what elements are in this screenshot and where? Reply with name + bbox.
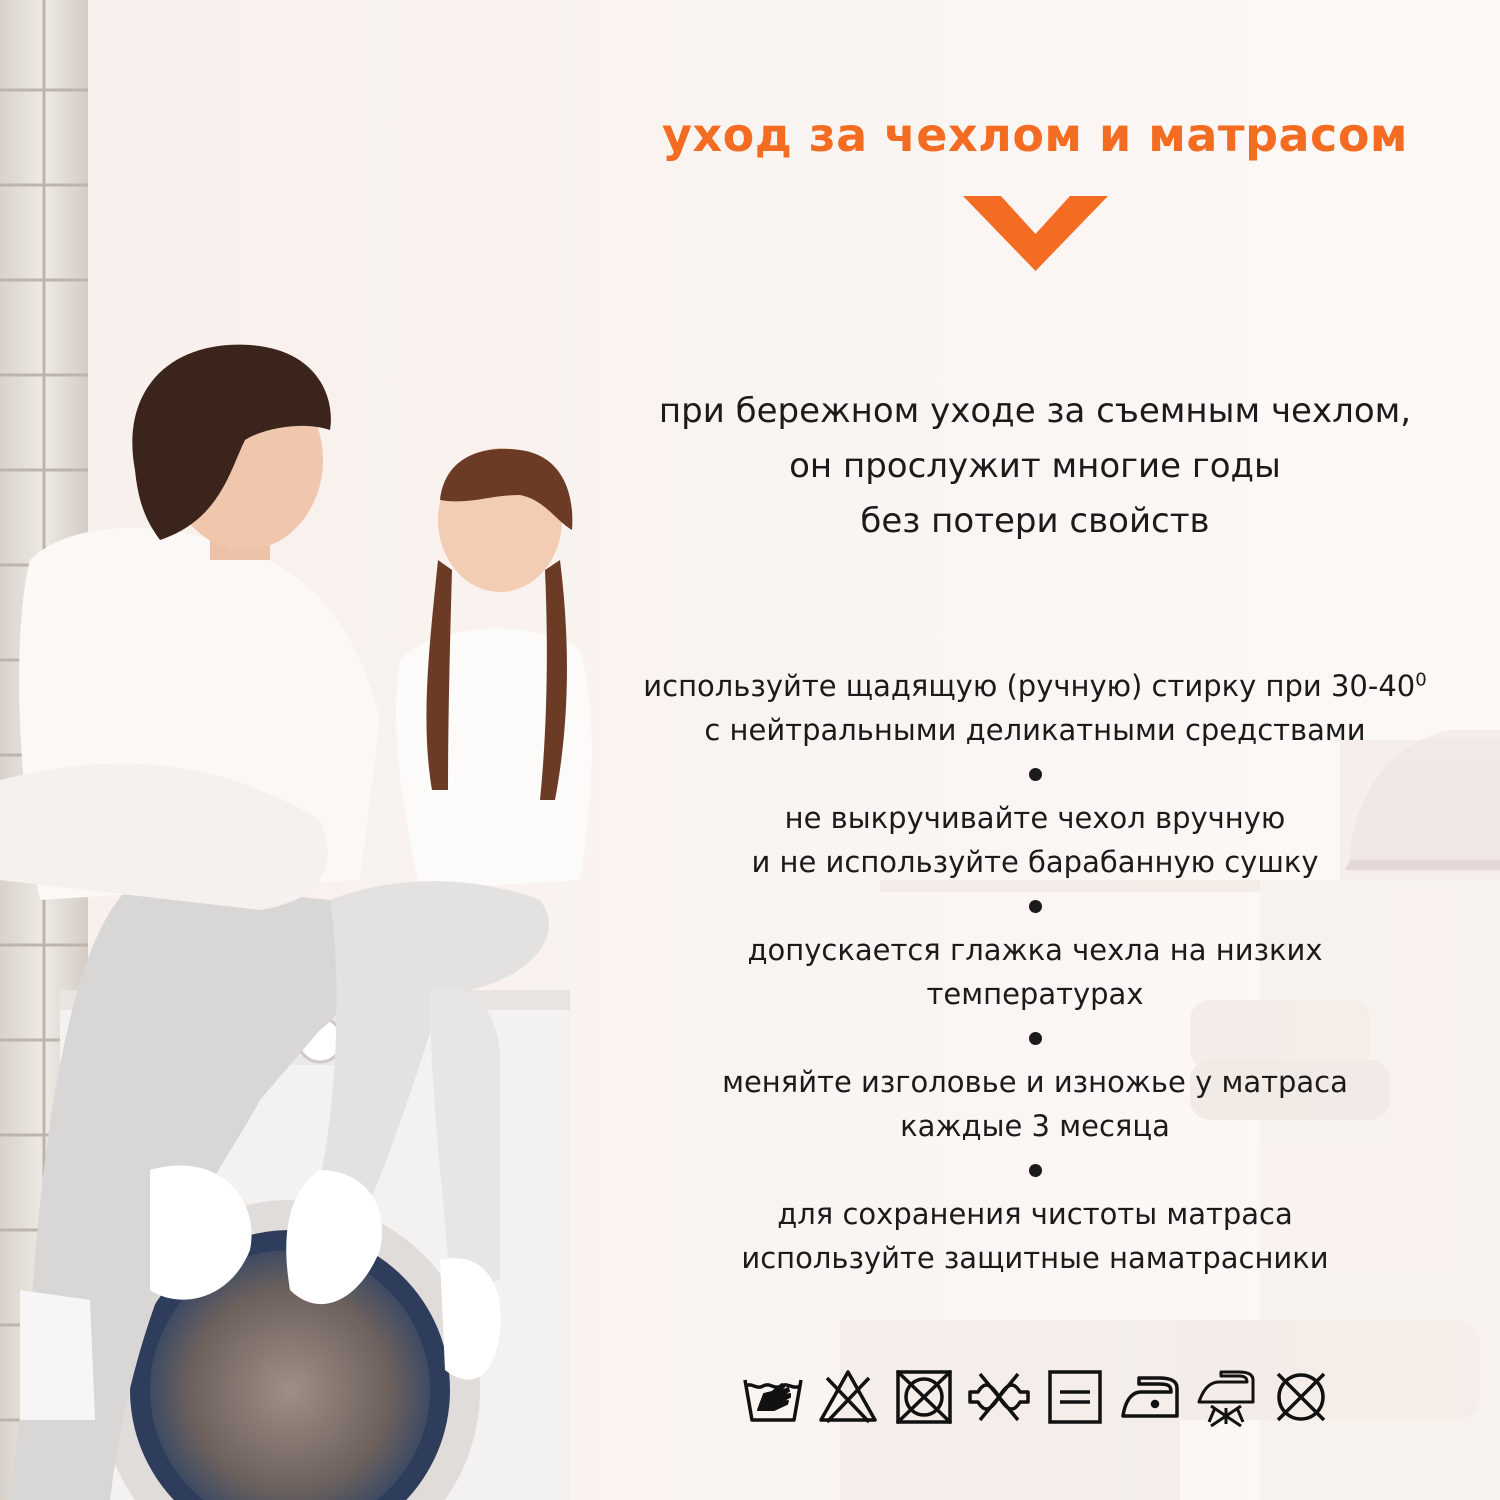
no-tumble-dry-icon xyxy=(893,1366,955,1428)
care-tip-rotate xyxy=(560,1060,1500,1148)
care-tip-protect xyxy=(560,1192,1500,1280)
care-tips-list xyxy=(560,664,1500,1280)
care-tip-line: для сохранения чистоты матраса xyxy=(777,1197,1293,1231)
intro-line: при бережном уходе за съемным чехлом, xyxy=(658,391,1412,431)
care-tip-wash xyxy=(560,664,1500,752)
bullet-separator xyxy=(1029,768,1042,781)
care-tip-line: температурах xyxy=(926,977,1144,1011)
chevron-down-icon xyxy=(963,196,1108,271)
care-symbols-row xyxy=(742,1366,1332,1428)
no-steam-iron-icon xyxy=(1195,1366,1257,1428)
bullet-separator xyxy=(1029,1032,1042,1045)
intro-line: без потери свойств xyxy=(860,501,1210,541)
care-tip-line: допускается глажка чехла на низких xyxy=(747,933,1323,967)
no-dry-clean-icon xyxy=(1270,1366,1332,1428)
hand-wash-icon xyxy=(742,1366,804,1428)
care-tip-wring xyxy=(560,796,1500,884)
care-tip-line: используйте щадящую (ручную) стирку при 30-40 xyxy=(643,669,1416,703)
no-bleach-icon xyxy=(817,1366,879,1428)
care-tip-line: меняйте изголовье и изножье у матраса xyxy=(722,1065,1348,1099)
low-iron-icon xyxy=(1119,1366,1181,1428)
page-title: уход за чехлом и матрасом xyxy=(661,108,1409,162)
care-tip-line: каждые 3 месяца xyxy=(900,1109,1170,1143)
care-tip-line: и не используйте барабанную сушку xyxy=(751,845,1319,879)
intro-text xyxy=(560,384,1500,549)
dry-flat-icon xyxy=(1044,1366,1106,1428)
no-wring-icon xyxy=(968,1366,1030,1428)
bullet-separator xyxy=(1029,900,1042,913)
care-tip-iron xyxy=(560,928,1500,1016)
intro-line: он прослужит многие годы xyxy=(789,446,1281,486)
degree-superscript: 0 xyxy=(1415,669,1427,691)
care-tip-line: не выкручивайте чехол вручную xyxy=(784,801,1286,835)
bullet-separator xyxy=(1029,1164,1042,1177)
care-tip-line: с нейтральными деликатными средствами xyxy=(704,713,1366,747)
care-tip-line: используйте защитные наматрасники xyxy=(741,1241,1329,1275)
